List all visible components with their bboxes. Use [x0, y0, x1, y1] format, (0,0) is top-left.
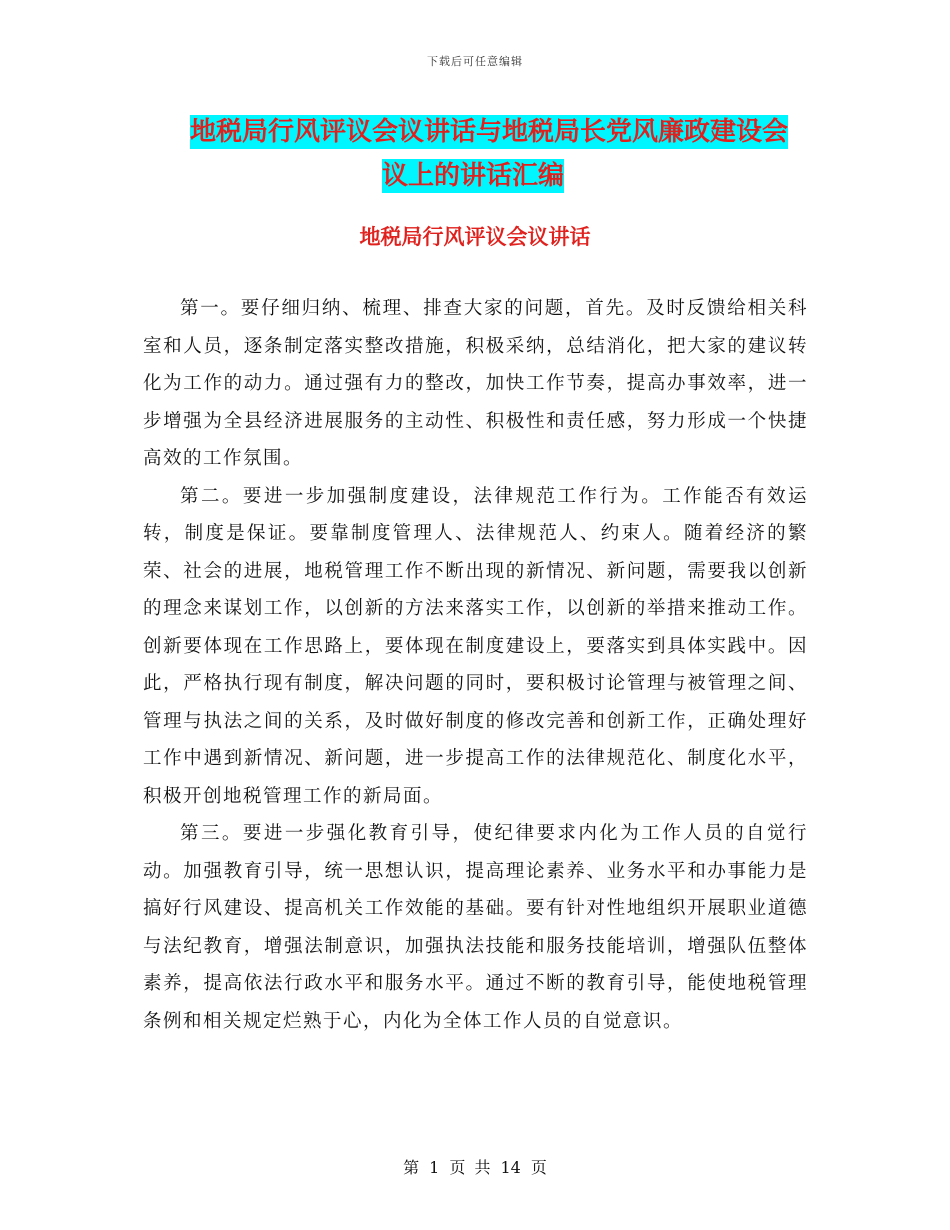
document-title [190, 110, 810, 198]
section-title: 地税局行风评议会议讲话 [359, 225, 591, 249]
page-total: 14 [500, 1158, 521, 1177]
title-line-1 [190, 110, 810, 154]
page-current: 1 [429, 1158, 440, 1177]
page-header-note: 下载后可任意编辑 [427, 55, 523, 68]
title-line-1-text: 地税局行风评议会议讲话与地税局长党风廉政建设会 [190, 117, 789, 147]
title-line-2-text: 议上的讲话汇编 [382, 161, 565, 191]
page-suffix: 页 [530, 1158, 547, 1177]
page-middle: 页 共 [449, 1158, 491, 1177]
page-prefix: 第 [403, 1158, 420, 1177]
title-line-2 [190, 154, 810, 198]
paragraph-2: 第二。要进一步加强制度建设，法律规范工作行为。工作能否有效运转，制度是保证。要靠制度管理人、法律规范人、约束人。随着经济的繁荣、社会的进展，地税管理工作不断出现的新情况、新问题，需要我以创新的理念来谋划工作，以创新的方法来落实工作，以创新的举措来推动工作。创新要体现在工作思路上，要体现在制度建设上，要落实到具体实践中。因此，严格执行现有制度，解决问题的同时，要积极讨论管理与被管理之间、管理与执法之间的关系，及时做好制度的修改完善和创新工作，正确处理好工作中遇到新情况、新问题，进一步提高工作的法律规范化、制度化水平，积极开创地税管理工作的新局面。 [143, 485, 808, 807]
paragraph-3: 第三。要进一步强化教育引导，使纪律要求内化为工作人员的自觉行动。加强教育引导，统一思想认识，提高理论素养、业务水平和办事能力是搞好行风建设、提高机关工作效能的基础。要有针对性地组织开展职业道德与法纪教育，增强法制意识，加强执法技能和服务技能培训，增强队伍整体素养，提高依法行政水平和服务水平。通过不断的教育引导，能使地税管理条例和相关规定烂熟于心，内化为全体工作人员的自觉意识。 [143, 823, 808, 1032]
paragraph-1: 第一。要仔细归纳、梳理、排查大家的问题，首先。及时反馈给相关科室和人员，逐条制定落实整改措施，积极采纳，总结消化，把大家的建议转化为工作的动力。通过强有力的整改，加快工作节奏，提高办事效率，进一步增强为全县经济进展服务的主动性、积极性和责任感，努力形成一个快捷高效的工作氛围。 [143, 298, 808, 469]
document-body [143, 290, 808, 1040]
page-footer [0, 1155, 950, 1178]
